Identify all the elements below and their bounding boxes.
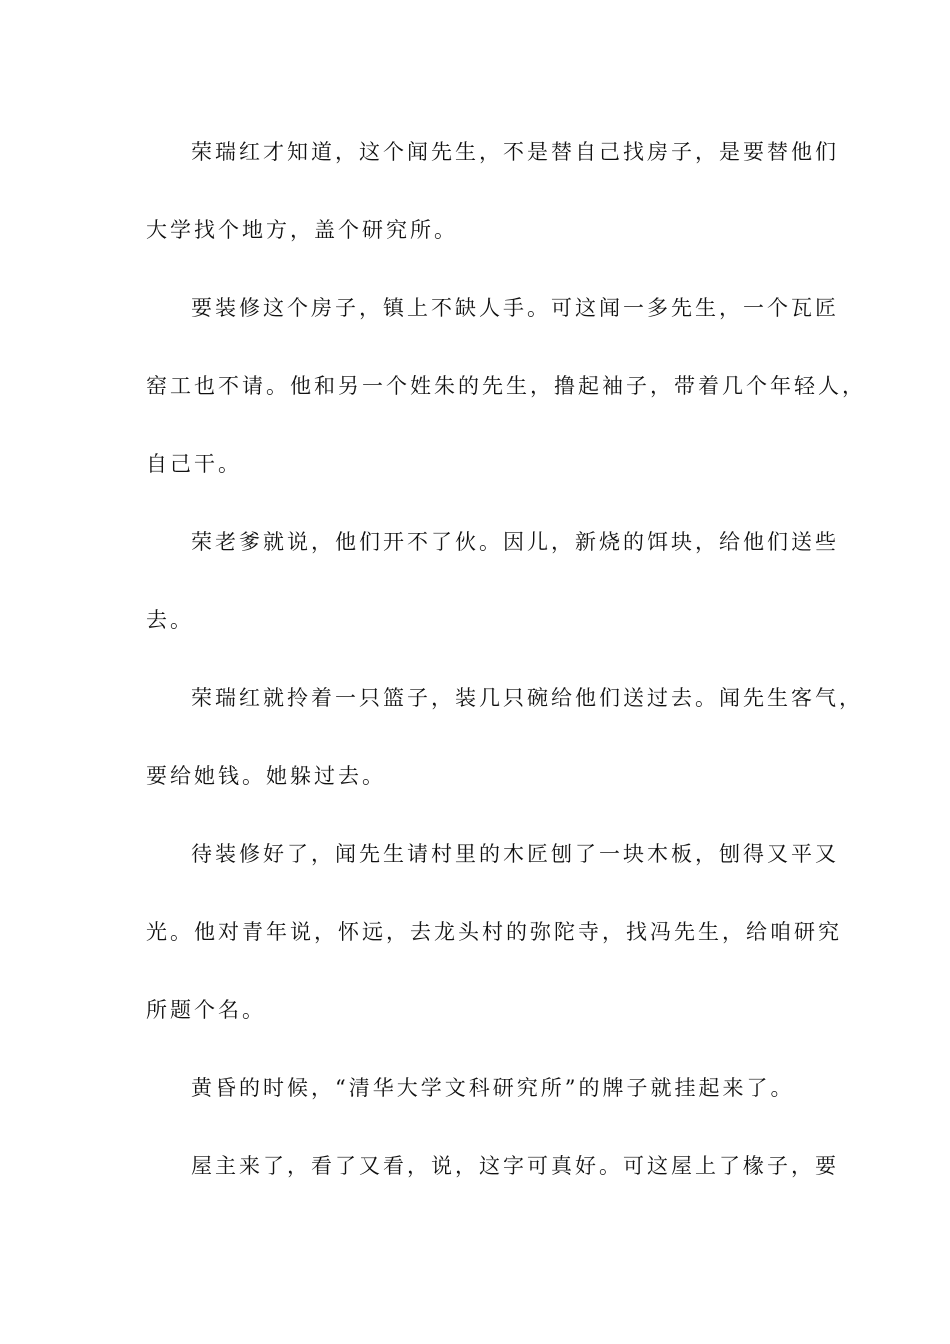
paragraph-4-line-2: 要给她钱。她躲过去。 [146,764,386,788]
paragraph-2-line-1: 要装修这个房子，镇上不缺人手。可这闻一多先生，一个瓦匠 [191,296,839,320]
paragraph-7-line-1: 屋主来了，看了又看，说，这字可真好。可这屋上了椽子，要 [191,1154,839,1178]
paragraph-1-line-2: 大学找个地方，盖个研究所。 [146,218,458,242]
paragraph-6-line-1: 黄昏的时候，“清华大学文科研究所”的牌子就挂起来了。 [191,1076,795,1100]
paragraph-3-line-1: 荣老爹就说，他们开不了伙。因儿，新烧的饵块，给他们送些 [191,530,839,554]
paragraph-2-line-2: 窑工也不请。他和另一个姓朱的先生，撸起袖子，带着几个年轻人， [146,374,866,398]
paragraph-3-line-2: 去。 [146,608,194,632]
paragraph-2-line-3: 自己干。 [146,452,242,476]
paragraph-5-line-1: 待装修好了，闻先生请村里的木匠刨了一块木板，刨得又平又 [191,842,839,866]
paragraph-1-line-1: 荣瑞红才知道，这个闻先生，不是替自己找房子，是要替他们 [191,140,839,164]
paragraph-5-line-2: 光。他对青年说，怀远，去龙头村的弥陀寺，找冯先生，给咱研究 [146,920,842,944]
body-text [146,132,866,1224]
paragraph-4-line-1: 荣瑞红就拎着一只篮子，装几只碗给他们送过去。闻先生客气， [191,686,863,710]
paragraph-5-line-3: 所题个名。 [146,998,266,1022]
